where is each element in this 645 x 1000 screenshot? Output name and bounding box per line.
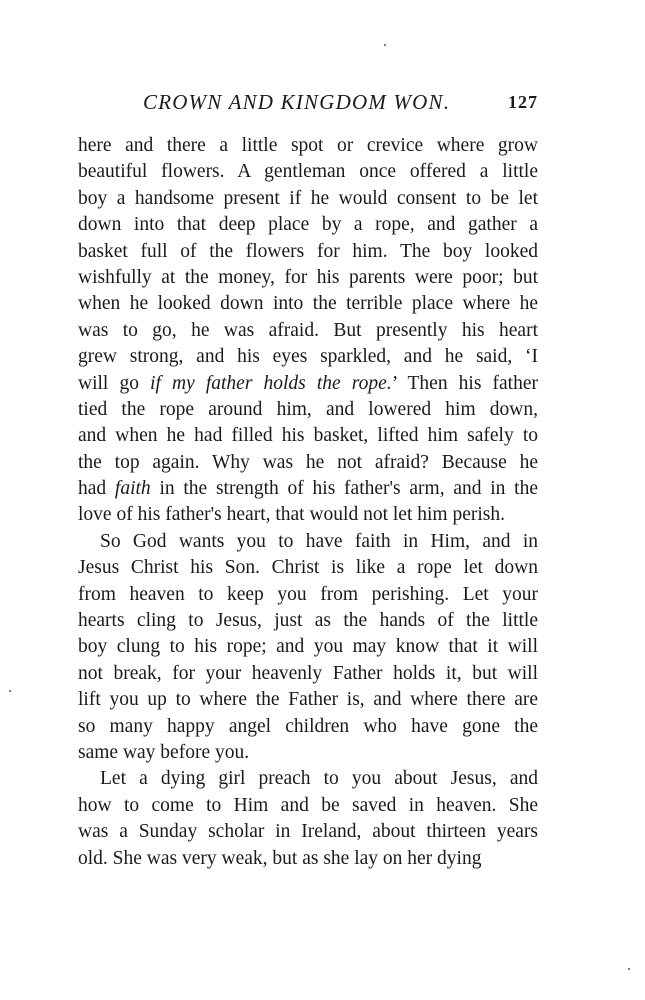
text-line: [78, 159, 538, 185]
text-line: [78, 186, 538, 212]
text-line: [78, 714, 538, 740]
text-run: So God wants you to have faith in Him, and in: [100, 530, 538, 552]
paragraph: [78, 766, 538, 872]
text-run: love of his father's heart, that would not let him perish.: [78, 504, 506, 526]
text-line: [78, 344, 538, 370]
text-run: Jesus Christ his Son. Christ is like a rope let down: [78, 557, 538, 579]
text-line: [78, 608, 538, 634]
text-line: [78, 133, 538, 159]
text-run: when he looked down into the terrible place where he: [78, 293, 538, 315]
text-line: [78, 397, 538, 423]
text-run: basket full of the flowers for him. The boy looked: [78, 240, 538, 262]
text-run: in the strength of his father's arm, and in the: [150, 478, 539, 500]
text-run: from heaven to keep you from perishing. Let your: [78, 583, 538, 605]
text-run: grew strong, and his eyes sparkled, and he said, ‘I: [78, 346, 538, 368]
text-run: same way before you.: [78, 741, 250, 763]
page-number: 127: [508, 92, 538, 112]
text-line: [78, 634, 538, 660]
text-line: [78, 819, 538, 845]
text-run: here and there a little spot or crevice where grow: [78, 135, 538, 156]
text-line: [78, 661, 538, 687]
text-run: and when he had filled his basket, lifted him safely to: [78, 425, 538, 447]
text-run: Let a dying girl preach to you about Jesus, and: [100, 768, 538, 790]
text-line: [78, 846, 538, 872]
text-run: how to come to Him and be saved in heaven. She: [78, 794, 538, 816]
text-run: boy clung to his rope; and you may know that it will: [78, 636, 538, 658]
text-line: [78, 766, 538, 792]
paragraph: [78, 133, 538, 529]
text-run: tied the rope around him, and lowered him down,: [78, 398, 538, 420]
text-line: [78, 529, 538, 555]
text-line: [78, 212, 538, 238]
text-run: boy a handsome present if he would consent to be let: [78, 187, 538, 209]
text-line: [78, 291, 538, 317]
text-line: [78, 555, 538, 581]
text-line: [78, 265, 538, 291]
paper-speck: [628, 968, 630, 970]
paper-speck: [384, 44, 386, 46]
text-run: so many happy angel children who have gone the: [78, 715, 538, 737]
text-run: wishfully at the money, for his parents were poor; but: [78, 266, 538, 288]
text-run: not break, for your heavenly Father holds it, but will: [78, 662, 538, 684]
body-text: [78, 133, 538, 872]
paragraph: [78, 529, 538, 767]
text-line: [78, 582, 538, 608]
text-run: was a Sunday scholar in Ireland, about thirteen years: [78, 821, 538, 843]
running-title: CROWN AND KINGDOM WON.: [143, 90, 451, 114]
text-run: ’ Then his father: [391, 372, 538, 394]
italic-text: if my father holds the rope.: [150, 372, 392, 394]
text-run: lift you up to where the Father is, and where there are: [78, 689, 538, 711]
text-line: [78, 793, 538, 819]
text-line: [78, 318, 538, 344]
text-run: old. She was very weak, but as she lay on her dying: [78, 847, 482, 869]
text-run: hearts cling to Jesus, just as the hands of the little: [78, 610, 538, 632]
text-line: [78, 450, 538, 476]
text-run: had: [78, 478, 115, 500]
text-run: will go: [78, 372, 151, 394]
text-line: [78, 423, 538, 449]
text-line: [78, 502, 538, 528]
text-run: was to go, he was afraid. But presently his heart: [78, 319, 538, 341]
text-run: the top again. Why was he not afraid? Because he: [78, 451, 538, 473]
text-line: [78, 740, 538, 766]
text-line: [78, 371, 538, 397]
text-line: [78, 239, 538, 265]
text-line: [78, 476, 538, 502]
italic-text: faith: [114, 478, 151, 500]
text-run: down into that deep place by a rope, and gather a: [78, 214, 538, 236]
text-run: beautiful flowers. A gentleman once offered a little: [78, 161, 538, 183]
text-line: [78, 687, 538, 713]
paper-speck: [9, 690, 11, 692]
running-head: [78, 88, 538, 118]
